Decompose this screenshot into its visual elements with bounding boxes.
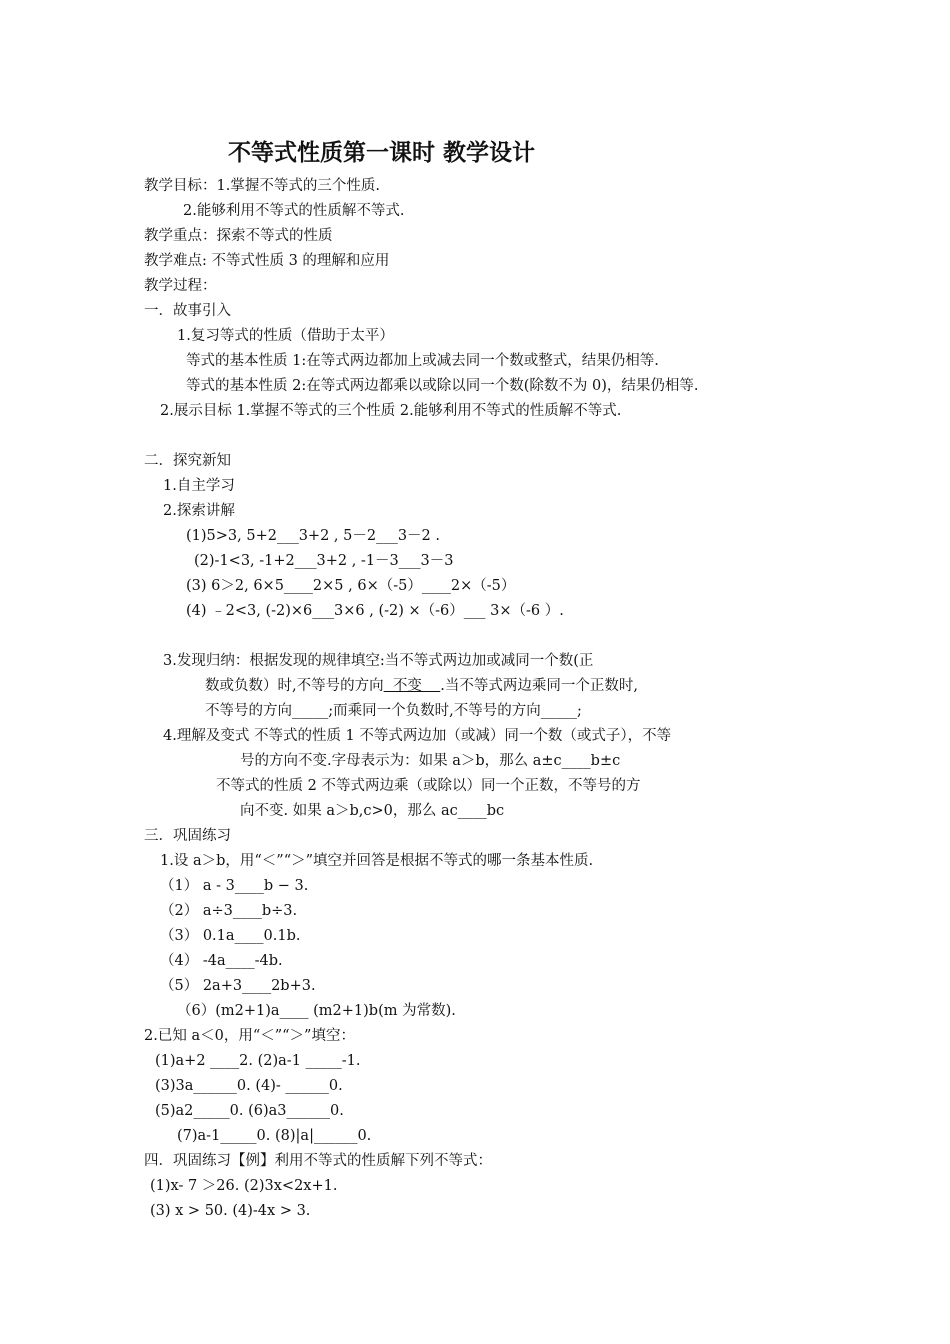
section-4-heading: 四．巩固练习【例】利用不等式的性质解下列不等式： — [144, 1153, 492, 1169]
exercise-2-row-3: (5)a2_____0. (6)a3______0. — [155, 1103, 344, 1119]
review-equation: 1.复习等式的性质（借助于太平） — [177, 328, 394, 344]
exercise-1-item-1: （1） a - 3____b − 3. — [160, 878, 309, 894]
example-row-1: (1)x- 7 ＞26. (2)3x<2x+1. — [150, 1178, 338, 1194]
property-1-line-1: 4.理解及变式 不等式的性质 1 不等式两边加（或减）同一个数（或式子），不等 — [163, 728, 672, 744]
section-2-heading: 二．探究新知 — [144, 453, 231, 469]
exercise-1-intro: 1.设 a＞b，用“＜”“＞”填空并回答是根据不等式的哪一条基本性质. — [160, 853, 594, 869]
property-2-line-1: 不等式的性质 2 不等式两边乘（或除以）同一个正数，不等号的方 — [216, 778, 641, 794]
explore-explain: 2.探索讲解 — [163, 503, 235, 519]
example-row-2: (3) x > 50. (4)-4x > 3. — [150, 1203, 311, 1219]
teaching-goal: 教学目标：1.掌握不等式的三个性质. — [144, 178, 380, 194]
summary-text-b: .当不等式两边乘同一个正数时, — [440, 678, 638, 694]
self-study: 1.自主学习 — [163, 478, 235, 494]
equation-property-2: 等式的基本性质 2:在等式两边都乘以或除以同一个数(除数不为 0)，结果仍相等. — [186, 378, 699, 394]
show-goals: 2.展示目标 1.掌握不等式的三个性质 2.能够利用不等式的性质解不等式. — [160, 403, 622, 419]
explore-item-3: (3) 6＞2, 6×5____2×5 , 6×（-5）____2×（-5） — [186, 578, 516, 594]
exercise-1-item-2: （2） a÷3____b÷3. — [160, 903, 298, 919]
summary-filled-answer: 不变 — [383, 678, 441, 694]
property-2-line-2: 向不变. 如果 a＞b,c>0，那么 ac____bc — [240, 803, 505, 819]
exercise-2-row-2: (3)3a______0. (4)- ______0. — [155, 1078, 343, 1094]
exercise-2-row-4: (7)a-1_____0. (8)|a|______0. — [177, 1128, 372, 1144]
explore-item-2: (2)-1<3, -1+2___3+2 , -1－3___3－3 — [194, 553, 454, 569]
document-title: 不等式性质第一课时 教学设计 — [228, 140, 536, 166]
teaching-goal-2: 2.能够利用不等式的性质解不等式. — [183, 203, 405, 219]
exercise-1-item-6: （6）(m2+1)a____ (m2+1)b(m 为常数). — [177, 1003, 456, 1019]
property-1-line-2: 号的方向不变.字母表示为：如果 a＞b，那么 a±c____b±c — [240, 753, 621, 769]
teaching-focus: 教学重点：探索不等式的性质 — [144, 228, 333, 244]
exercise-1-item-3: （3） 0.1a____0.1b. — [160, 928, 301, 944]
summary-line-2 — [205, 676, 638, 696]
summary-line-3: 不等号的方向_____;而乘同一个负数时,不等号的方向_____; — [205, 703, 582, 719]
exercise-2-intro: 2.已知 a＜0，用“＜”“＞”填空： — [144, 1028, 355, 1044]
section-3-heading: 三．巩固练习 — [144, 828, 231, 844]
exercise-2-row-1: (1)a+2 ____2. (2)a-1 _____-1. — [155, 1053, 361, 1069]
exercise-1-item-4: （4） -4a____-4b. — [160, 953, 283, 969]
equation-property-1: 等式的基本性质 1:在等式两边都加上或减去同一个数或整式，结果仍相等. — [186, 353, 659, 369]
explore-item-4: (4) ﹣2<3, (-2)×6___3×6 , (-2) ×（-6）___ 3×（-6 ）. — [186, 603, 564, 619]
section-1-heading: 一．故事引入 — [144, 303, 231, 319]
summary-line-1: 3.发现归纳：根据发现的规律填空:当不等式两边加或减同一个数(正 — [163, 653, 594, 669]
explore-item-1: (1)5>3, 5+2___3+2 , 5－2___3－2 . — [186, 528, 441, 544]
summary-text-a: 数或负数）时,不等号的方向 — [205, 678, 384, 694]
exercise-1-item-5: （5） 2a+3____2b+3. — [160, 978, 316, 994]
teaching-process: 教学过程： — [144, 278, 217, 294]
teaching-difficulty: 教学难点: 不等式性质 3 的理解和应用 — [144, 253, 390, 269]
